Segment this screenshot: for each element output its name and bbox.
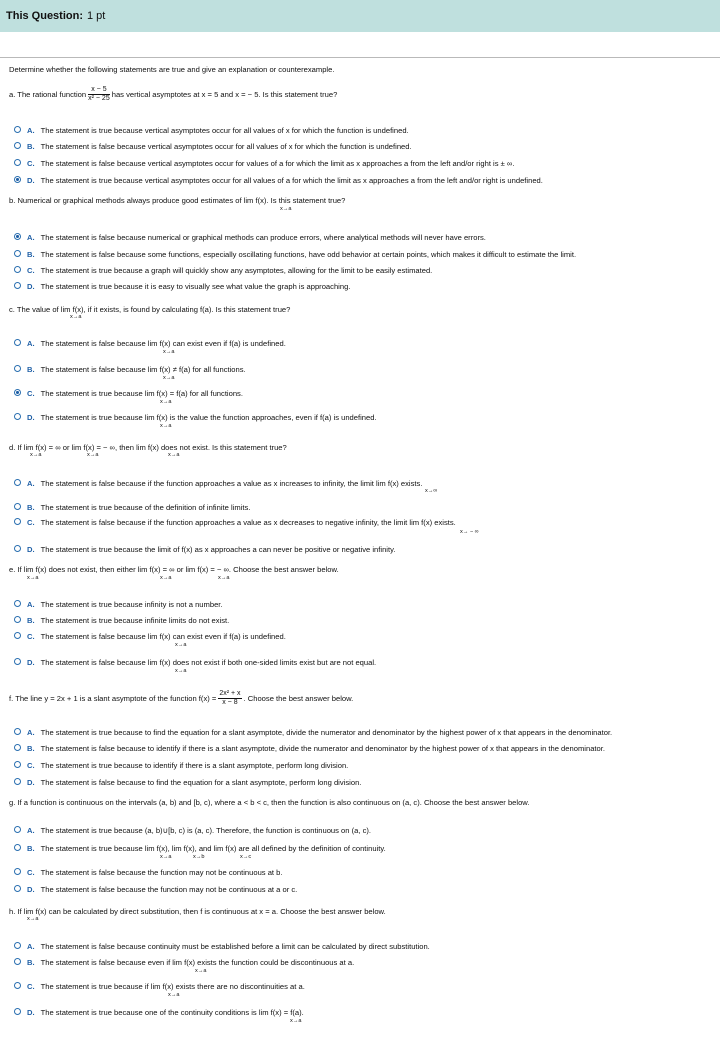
radio-button[interactable]: [14, 942, 21, 949]
radio-button[interactable]: [14, 479, 21, 486]
option-letter: C.: [27, 632, 35, 641]
question-card: [0, 57, 720, 58]
limit-subscript: x→a: [27, 575, 39, 581]
option-letter: C.: [27, 266, 35, 275]
option-text: The statement is false because vertical asymptotes occur for all values of x for which the function is undefined.: [40, 142, 412, 151]
radio-button[interactable]: [14, 1008, 21, 1015]
option-g-B[interactable]: [14, 844, 386, 853]
option-text: The statement is false because lim f(x) does not exist if both one-sided limits exist but are not equal.: [40, 658, 377, 667]
limit-subscript: x→a: [160, 423, 172, 429]
option-letter: A.: [27, 479, 35, 488]
option-letter: B.: [27, 844, 35, 853]
fraction-numerator: x − 5: [88, 86, 110, 95]
option-text: The statement is true because lim f(x) is the value the function approaches, even if f(a) is undefined.: [40, 413, 377, 422]
option-letter: A.: [27, 339, 35, 348]
option-letter: A.: [27, 942, 35, 951]
radio-button[interactable]: [14, 339, 21, 346]
question-f: [9, 690, 353, 707]
radio-button[interactable]: [14, 545, 21, 552]
question-label: This Question:: [6, 10, 83, 22]
question-g-stem: g. If a function is continuous on the intervals (a, b) and [b, c), where a < b < c, then the function is also continuous on (a, c). Choose the best answer below.: [9, 798, 530, 807]
option-letter: B.: [27, 744, 35, 753]
radio-button[interactable]: [14, 600, 21, 607]
limit-subscript: x→c: [240, 854, 252, 860]
question-b-stem: b. Numerical or graphical methods always produce good estimates of lim f(x). Is this statement true?: [9, 196, 346, 205]
option-b-B[interactable]: [14, 250, 576, 259]
option-text: The statement is false because numerical or graphical methods can produce errors, where analytical methods will never have errors.: [40, 233, 486, 242]
question-header: [0, 0, 720, 32]
option-letter: D.: [27, 658, 35, 667]
limit-subscript: x→a: [175, 668, 187, 674]
option-letter: C.: [27, 159, 35, 168]
radio-button[interactable]: [14, 844, 21, 851]
option-letter: C.: [27, 389, 35, 398]
option-a-A[interactable]: [14, 126, 409, 135]
option-letter: C.: [27, 518, 35, 527]
radio-button-selected[interactable]: [14, 233, 21, 240]
radio-button[interactable]: [14, 413, 21, 420]
option-text: The statement is false because the function may not be continuous at b.: [40, 868, 283, 877]
option-text: The statement is false because some functions, especially oscillating functions, have odd behavior at certain points, which makes it difficult to estimate the limit.: [40, 250, 577, 259]
option-text: The statement is true because it is easy to visually see what value the graph is approaching.: [40, 282, 351, 291]
option-d-A[interactable]: [14, 479, 422, 488]
limit-subscript: x→ − ∞: [460, 529, 479, 535]
option-c-B[interactable]: [14, 365, 246, 374]
radio-button[interactable]: [14, 728, 21, 735]
option-b-C[interactable]: [14, 266, 432, 275]
option-text: The statement is false because if the function approaches a value as x increases to infinity, the limit lim f(x) exists.: [40, 479, 423, 488]
radio-button[interactable]: [14, 868, 21, 875]
option-text: The statement is true because vertical asymptotes occur for all values of x for which the function is undefined.: [40, 126, 409, 135]
question-a-fraction: [88, 86, 110, 103]
radio-button[interactable]: [14, 958, 21, 965]
radio-button[interactable]: [14, 658, 21, 665]
option-letter: D.: [27, 1008, 35, 1017]
radio-button[interactable]: [14, 826, 21, 833]
limit-subscript: x→a: [160, 399, 172, 405]
option-text: The statement is true because if lim f(x) exists there are no discontinuities at a.: [40, 982, 305, 991]
radio-button[interactable]: [14, 250, 21, 257]
limit-subscript: x→a: [290, 1018, 302, 1024]
fraction-numerator: 2x² + x: [219, 690, 241, 697]
limit-subscript: x→b: [193, 854, 205, 860]
option-f-A[interactable]: [14, 728, 612, 737]
radio-button[interactable]: [14, 266, 21, 273]
option-letter: C.: [27, 982, 35, 991]
option-f-D[interactable]: [14, 778, 361, 787]
option-text: The statement is true because (a, b)∪[b, c) is (a, c). Therefore, the function is continuous on (a, c).: [40, 826, 372, 835]
radio-button[interactable]: [14, 778, 21, 785]
radio-button[interactable]: [14, 282, 21, 289]
instructions: Determine whether the following statements are true and give an explanation or counterexample.: [9, 65, 335, 74]
option-letter: A.: [27, 728, 35, 737]
radio-button-selected[interactable]: [14, 389, 21, 396]
radio-button[interactable]: [14, 126, 21, 133]
option-letter: C.: [27, 761, 35, 770]
option-e-A[interactable]: [14, 600, 223, 609]
limit-subscript: x→a: [280, 206, 292, 212]
option-text: The statement is true because a graph will quickly show any asymptotes, allowing for the limit to be easily estimated.: [40, 266, 433, 275]
option-b-A[interactable]: [14, 233, 486, 242]
option-letter: B.: [27, 503, 35, 512]
option-a-B[interactable]: [14, 142, 412, 151]
option-text: The statement is false because continuity must be established before a limit can be calculated by direct substitution.: [40, 942, 430, 951]
radio-button[interactable]: [14, 982, 21, 989]
radio-button[interactable]: [14, 885, 21, 892]
limit-subscript: x→a: [27, 916, 39, 922]
option-letter: D.: [27, 778, 35, 787]
option-d-B[interactable]: [14, 503, 250, 512]
limit-subscript: x→a: [160, 575, 172, 581]
option-text: The statement is false because lim f(x) can exist even if f(a) is undefined.: [40, 339, 286, 348]
option-g-D[interactable]: [14, 885, 297, 894]
option-letter: B.: [27, 250, 35, 259]
limit-subscript: x→∞: [425, 488, 438, 494]
limit-subscript: x→a: [87, 452, 99, 458]
question-a-stem-post: has vertical asymptotes at x = 5 and x = − 5. Is this statement true?: [111, 90, 338, 99]
question-c-stem: c. The value of lim f(x), if it exists, is found by calculating f(a). Is this statement true?: [9, 305, 291, 314]
radio-button[interactable]: [14, 761, 21, 768]
limit-subscript: x→a: [168, 992, 180, 998]
option-letter: A.: [27, 600, 35, 609]
limit-subscript: x→a: [30, 452, 42, 458]
radio-button[interactable]: [14, 518, 21, 525]
option-letter: B.: [27, 142, 35, 151]
option-c-A[interactable]: [14, 339, 286, 348]
radio-button[interactable]: [14, 744, 21, 751]
question-points: 1 pt: [87, 10, 106, 22]
option-text: The statement is true because one of the continuity conditions is lim f(x) = f(a).: [40, 1008, 304, 1017]
option-letter: D.: [27, 282, 35, 291]
option-c-D[interactable]: [14, 413, 377, 422]
option-a-D[interactable]: [14, 176, 543, 185]
limit-subscript: x→a: [175, 642, 187, 648]
question-f-fraction: [218, 690, 241, 707]
option-text: The statement is false because to identify if there is a slant asymptote, divide the numerator and denominator by the highest power of x that appears in the denominator.: [40, 744, 605, 753]
limit-subscript: x→a: [70, 314, 82, 320]
fraction-denominator: x − 8: [222, 699, 238, 706]
option-d-C[interactable]: [14, 518, 456, 527]
option-h-D[interactable]: [14, 1008, 304, 1017]
limit-subscript: x→a: [163, 349, 175, 355]
option-text: The statement is false because vertical asymptotes occur for values of a for which the limit as x approaches a from the left and/or right is ± ∞.: [40, 159, 515, 168]
option-e-C[interactable]: [14, 632, 286, 641]
option-letter: D.: [27, 413, 35, 422]
option-letter: D.: [27, 545, 35, 554]
option-letter: A.: [27, 233, 35, 242]
option-letter: B.: [27, 616, 35, 625]
fraction-denominator: x² − 25: [88, 95, 110, 102]
option-text: The statement is true because the limit of f(x) as x approaches a can never be positive or negative infinity.: [40, 545, 396, 554]
option-g-A[interactable]: [14, 826, 371, 835]
option-e-D[interactable]: [14, 658, 376, 667]
option-text: The statement is false because lim f(x) ≠ f(a) for all functions.: [40, 365, 246, 374]
question-e-stem: e. If lim f(x) does not exist, then either lim f(x) = ∞ or lim f(x) = − ∞. Choose the best answer below.: [9, 565, 339, 574]
option-letter: A.: [27, 826, 35, 835]
option-letter: C.: [27, 868, 35, 877]
question-h-stem: h. If lim f(x) can be calculated by direct substitution, then f is continuous at x = a. Choose the best answer below.: [9, 907, 386, 916]
option-text: The statement is true because of the definition of infinite limits.: [40, 503, 251, 512]
limit-subscript: x→a: [195, 968, 207, 974]
option-text: The statement is true because infinity is not a number.: [40, 600, 223, 609]
option-f-B[interactable]: [14, 744, 605, 753]
option-letter: D.: [27, 176, 35, 185]
option-letter: D.: [27, 885, 35, 894]
question-f-stem-pre: f. The line y = 2x + 1 is a slant asymptote of the function f(x) =: [9, 694, 217, 703]
option-text: The statement is true because infinite limits do not exist.: [40, 616, 230, 625]
question-a-stem-pre: a. The rational function: [9, 90, 87, 99]
question-a: [9, 86, 337, 103]
radio-button[interactable]: [14, 616, 21, 623]
option-h-C[interactable]: [14, 982, 305, 991]
option-g-C[interactable]: [14, 868, 282, 877]
limit-subscript: x→a: [163, 375, 175, 381]
limit-subscript: x→a: [160, 854, 172, 860]
radio-button[interactable]: [14, 503, 21, 510]
question-d-stem: d. If lim f(x) = ∞ or lim f(x) = − ∞, then lim f(x) does not exist. Is this statement true?: [9, 443, 287, 452]
option-text: The statement is true because lim f(x) = f(a) for all functions.: [40, 389, 243, 398]
option-a-C[interactable]: [14, 159, 514, 168]
radio-button[interactable]: [14, 632, 21, 639]
limit-subscript: x→a: [218, 575, 230, 581]
option-text: The statement is true because to identify if there is a slant asymptote, perform long division.: [40, 761, 349, 770]
limit-subscript: x→a: [168, 452, 180, 458]
option-b-D[interactable]: [14, 282, 350, 291]
option-text: The statement is true because vertical asymptotes occur for all values of a for which the limit as x approaches a from the left and/or right is undefined.: [40, 176, 543, 185]
option-text: The statement is true because to find the equation for a slant asymptote, divide the numerator and denominator by the highest power of x that appears in the denominator.: [40, 728, 613, 737]
option-text: The statement is false because if the function approaches a value as x decreases to negative infinity, the limit lim f(x) exists.: [40, 518, 456, 527]
option-e-B[interactable]: [14, 616, 229, 625]
option-letter: B.: [27, 365, 35, 374]
option-text: The statement is false because lim f(x) can exist even if f(a) is undefined.: [40, 632, 286, 641]
option-text: The statement is false because to find the equation for a slant asymptote, perform long division.: [40, 778, 362, 787]
radio-button[interactable]: [14, 142, 21, 149]
option-h-B[interactable]: [14, 958, 354, 967]
option-text: The statement is false because the function may not be continuous at a or c.: [40, 885, 298, 894]
option-c-C[interactable]: [14, 389, 243, 398]
question-f-stem-post: . Choose the best answer below.: [243, 694, 354, 703]
radio-button[interactable]: [14, 159, 21, 166]
option-text: The statement is false because even if lim f(x) exists the function could be discontinuous at a.: [40, 958, 355, 967]
radio-button-selected[interactable]: [14, 176, 21, 183]
option-letter: B.: [27, 958, 35, 967]
option-letter: A.: [27, 126, 35, 135]
option-h-A[interactable]: [14, 942, 430, 951]
option-d-D[interactable]: [14, 545, 395, 554]
option-f-C[interactable]: [14, 761, 348, 770]
radio-button[interactable]: [14, 365, 21, 372]
option-text: The statement is true because lim f(x), lim f(x), and lim f(x) are all defined by the definition of continuity.: [40, 844, 386, 853]
